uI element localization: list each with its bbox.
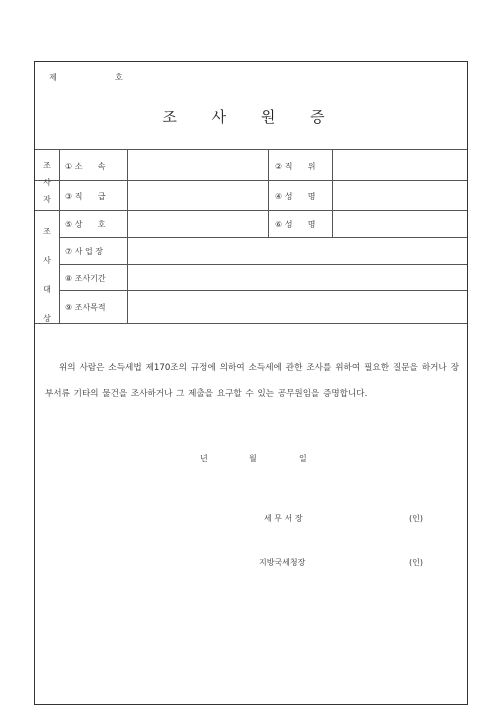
page-title: 조 사 원 증	[162, 108, 340, 126]
investigator-id-form	[34, 61, 468, 705]
investigator-name-label: ④ 성 명	[275, 192, 316, 201]
seal-mark: (인)	[409, 558, 423, 567]
seal-mark: (인)	[409, 514, 423, 523]
period-label: ⑧ 조사기간	[65, 274, 106, 283]
doc-number-prefix: 제	[49, 73, 57, 82]
group-column-divider	[59, 149, 60, 323]
regional-commissioner-title: 지방국세청장	[259, 558, 306, 567]
grade-label: ③ 직 급	[65, 192, 106, 201]
tax-office-head-title: 세 무 서 장	[264, 514, 303, 523]
table-bottom-line	[35, 323, 467, 324]
row-divider	[59, 264, 467, 265]
row-divider	[59, 290, 467, 291]
position-label: ② 직 위	[275, 162, 316, 171]
label2-column-divider	[332, 149, 333, 237]
business-place-label: ⑦ 사 업 장	[65, 247, 103, 256]
row-divider	[35, 180, 467, 181]
row-divider	[35, 210, 467, 211]
date-day-label: 일	[299, 454, 307, 463]
affiliation-label: ① 소 속	[65, 162, 106, 171]
certification-statement: 위의 사람은 소득세법 제170조의 규정에 의하여 소득세에 관한 조사를 위하여 필요한 질문을 하거나 장부서류 기타의 물건을 조사하거나 그 제출을 요구할 수 있는 공무원임을 증명합니다.	[45, 363, 459, 399]
date-year-label: 년	[200, 454, 208, 463]
subject-name-label: ⑥ 성 명	[275, 220, 316, 229]
doc-number-suffix: 호	[115, 73, 123, 82]
date-month-label: 월	[249, 454, 257, 463]
business-name-label: ⑤ 상 호	[65, 220, 106, 229]
investigator-group-label: 조 사 자	[43, 161, 51, 204]
table-top-line	[35, 149, 467, 150]
subject-group-label: 조 사 대 상	[43, 227, 51, 323]
mid-column-divider	[268, 149, 269, 237]
row-divider	[59, 237, 467, 238]
label-column-divider	[127, 149, 128, 323]
purpose-label: ⑨ 조사목적	[65, 303, 106, 312]
